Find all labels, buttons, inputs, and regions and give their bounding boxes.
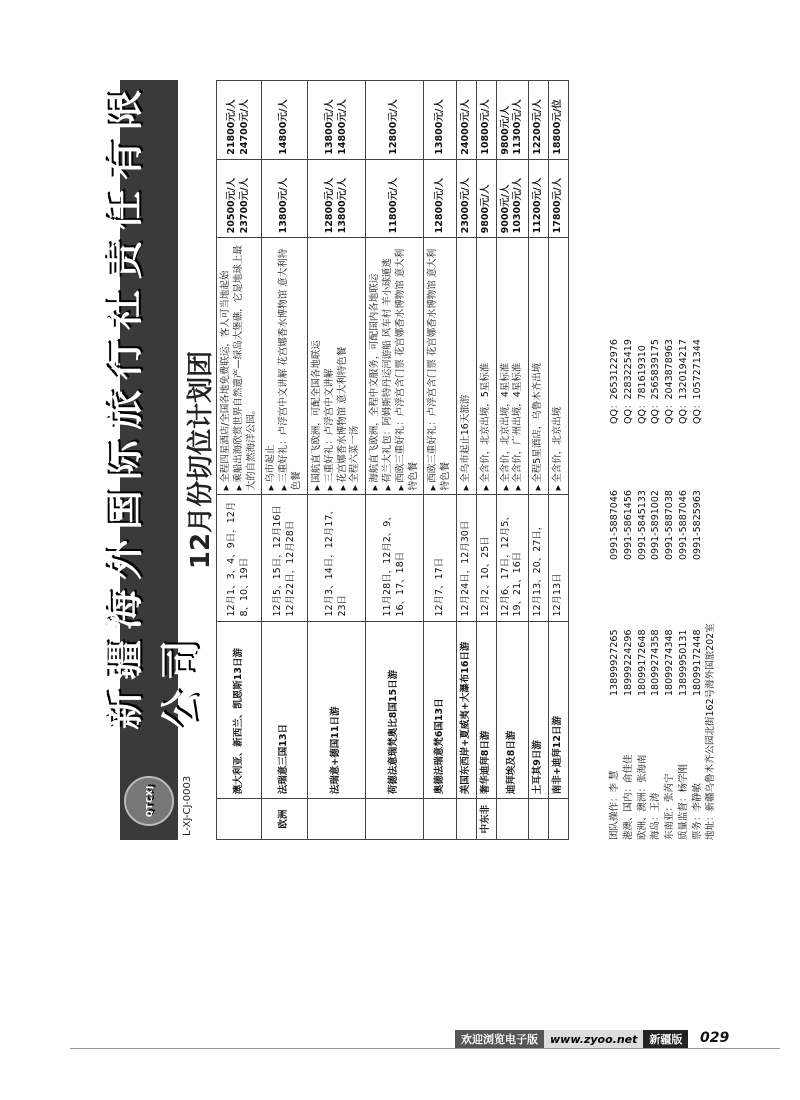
table-row bbox=[307, 81, 365, 840]
contact-row bbox=[636, 280, 650, 840]
tour-description bbox=[529, 238, 549, 495]
tour-description bbox=[307, 238, 365, 495]
route-name: 南非+迪拜12日游 bbox=[549, 621, 569, 799]
contact-mobile: 13899927265 bbox=[609, 629, 620, 696]
table-row bbox=[476, 81, 496, 840]
description-line: ▶ 全含价，北京出境 bbox=[552, 242, 565, 490]
price-adult: 11800元/人 bbox=[366, 159, 424, 238]
contact-dept: 票务：李静敏 bbox=[691, 782, 703, 840]
departure-dates: 12月1、3、4、9日，12月8、10、19日 bbox=[217, 495, 262, 621]
region-cell: 中东非 bbox=[476, 799, 496, 840]
contact-mobile: 18099172648 bbox=[636, 629, 648, 696]
contact-row bbox=[677, 280, 691, 840]
price-child: 12800元/人 bbox=[366, 81, 424, 160]
tour-table bbox=[216, 80, 569, 840]
region-cell: 欧洲 bbox=[262, 799, 307, 840]
departure-dates: 12月13、20、27日， bbox=[529, 495, 549, 621]
contact-qq: QQ：2283225419 bbox=[622, 339, 634, 424]
region-cell bbox=[424, 799, 457, 840]
table-row bbox=[549, 81, 569, 840]
price-adult: 9000元/人 10300元/人 bbox=[496, 159, 529, 238]
contact-qq: QQ：2565839175 bbox=[650, 339, 662, 424]
route-name: 荷德法意瑞梵奥比8国15日游 bbox=[366, 621, 424, 799]
contact-phone: 0991-5887038 bbox=[664, 490, 676, 560]
contact-phone: 0991-5887046 bbox=[609, 490, 620, 560]
company-name: 新疆海外国际旅行社责任有限公司 bbox=[101, 80, 204, 730]
price-child: 13800元/人 14800元/人 bbox=[307, 81, 365, 160]
contact-row bbox=[663, 280, 677, 840]
contact-dept: 东南亚：张芮宁 bbox=[664, 773, 676, 840]
contact-row bbox=[691, 280, 705, 840]
route-name: 美国东西岸+夏威夷+大瀑布16日游 bbox=[457, 621, 477, 799]
description-line: ▶ 荷兰大礼包：阿姆斯特丹运河游船 风车村 羊小球遁逃 bbox=[382, 242, 395, 490]
route-name: 法瑞意三国13日 bbox=[262, 621, 307, 799]
contact-mobile: 18099274358 bbox=[650, 629, 662, 696]
contact-qq: QQ：2043878963 bbox=[664, 339, 676, 424]
footer-tag: 新疆版 bbox=[643, 1030, 688, 1048]
table-row bbox=[529, 81, 549, 840]
route-name: 澳大利亚、新西兰、凯恩斯13日游 bbox=[217, 621, 262, 799]
contact-list bbox=[608, 280, 718, 840]
price-adult: 11200元/人 bbox=[529, 159, 549, 238]
description-line: ▶ 全乌市起止16天旅游 bbox=[460, 242, 473, 490]
route-name: 法瑞意+德国11日游 bbox=[307, 621, 365, 799]
price-child: 13800元/人 bbox=[424, 81, 457, 160]
description-line: ▶ 全程5星酒店，乌鲁木齐出境 bbox=[532, 242, 545, 490]
address: 地址：新疆乌鲁木齐公园北街162号海外国旅202室 bbox=[705, 623, 717, 840]
route-name: 奢华迪拜8日游 bbox=[476, 621, 496, 799]
tour-description bbox=[496, 238, 529, 495]
table-row bbox=[424, 81, 457, 840]
description-line: ▶ 三重好礼：卢浮宫中文讲解 bbox=[324, 242, 337, 490]
contact-row bbox=[649, 280, 663, 840]
departure-dates: 12月7、17日 bbox=[424, 495, 457, 621]
tour-description bbox=[549, 238, 569, 495]
region-cell bbox=[457, 799, 477, 840]
price-adult: 13800元/人 bbox=[262, 159, 307, 238]
footer-welcome: 欢迎浏览电子版 bbox=[455, 1030, 544, 1048]
contact-qq: QQ：1320194217 bbox=[677, 339, 689, 424]
region-cell bbox=[307, 799, 365, 840]
contact-phone: 0991-5861456 bbox=[622, 490, 634, 560]
region-cell bbox=[496, 799, 529, 840]
doc-code: L-XJ-CJ-0003 bbox=[182, 775, 193, 836]
contact-dept: 团队操作：李 慧 bbox=[609, 770, 620, 840]
contact-dept: 质量监督：杨学刚 bbox=[677, 763, 689, 840]
company-logo: QTCXJ bbox=[124, 776, 174, 826]
contact-phone: 0991-5887046 bbox=[677, 490, 689, 560]
contact-dept: 欧洲、澳洲：张海南 bbox=[636, 754, 648, 840]
region-cell bbox=[217, 799, 262, 840]
contact-mobile: 18099172448 bbox=[691, 629, 703, 696]
price-adult: 17800元/人 bbox=[549, 159, 569, 238]
description-line: ▶ 海航直飞欧洲，全程中文服务，可配国内各地联运 bbox=[369, 242, 382, 490]
rotated-page bbox=[101, 80, 720, 840]
route-name: 迪拜埃及8日游 bbox=[496, 621, 529, 799]
route-name: 奥德法瑞意梵6国13日 bbox=[424, 621, 457, 799]
table-row bbox=[366, 81, 424, 840]
description-line: ▶ 西欧三重好礼：卢浮宫含门票 花宫娜香水博物馆 意大利特色餐 bbox=[395, 242, 421, 490]
page-title: 12月份切位计划团 bbox=[186, 350, 216, 570]
table-row bbox=[217, 81, 262, 840]
description-line: ▶ 全含价，北京出境，4星标准 bbox=[500, 242, 513, 490]
contact-phone: 0991-5845133 bbox=[636, 490, 648, 560]
footer-url[interactable]: www.zyoo.net bbox=[544, 1030, 643, 1048]
departure-dates: 12月13日 bbox=[549, 495, 569, 621]
price-adult: 9800元/人 bbox=[476, 159, 496, 238]
departure-dates: 12月2、10、25日 bbox=[476, 495, 496, 621]
price-adult: 12800元/人 bbox=[424, 159, 457, 238]
price-adult: 20500元/人 23700元/人 bbox=[217, 159, 262, 238]
contact-qq: QQ：781619310 bbox=[636, 345, 648, 424]
description-line: ▶ 花宫娜香水博物馆 意大利特色餐 bbox=[337, 242, 350, 490]
tour-description bbox=[262, 238, 307, 495]
contact-mobile: 18099274348 bbox=[664, 629, 676, 696]
departure-dates: 12月5、15日，12月16日 12月22日，12月28日 bbox=[262, 495, 307, 621]
contact-qq: QQ：1057271344 bbox=[691, 339, 703, 424]
description-line: ▶ 三重好礼：卢浮宫中文讲解 花宫娜香水博物馆 意大利特色餐 bbox=[278, 242, 304, 490]
price-child: 21800元/人 24700元/人 bbox=[217, 81, 262, 160]
description-line: ▶ 全含价，广州出境，4星标准 bbox=[512, 242, 525, 490]
tour-description bbox=[457, 238, 477, 495]
route-name: 土耳其9日游 bbox=[529, 621, 549, 799]
table-row bbox=[262, 81, 307, 840]
price-child: 24000元/人 bbox=[457, 81, 477, 160]
description-line: ▶ 西欧三重好礼：卢浮宫含门票 花宫娜香水博物馆 意大利特色餐 bbox=[427, 242, 453, 490]
tour-description bbox=[424, 238, 457, 495]
contact-mobile: 18999224296 bbox=[622, 629, 634, 696]
contact-row bbox=[608, 280, 622, 840]
price-child: 14800元/人 bbox=[262, 81, 307, 160]
tour-description bbox=[217, 238, 262, 495]
tour-description bbox=[476, 238, 496, 495]
footer-line bbox=[70, 1048, 780, 1049]
price-child: 18800元/位 bbox=[549, 81, 569, 160]
description-line: ▶ 全程六菜一汤 bbox=[349, 242, 362, 490]
departure-dates: 12月24日，12月30日 bbox=[457, 495, 477, 621]
description-line: ▶ 全程四星酒店/全国各地免费联运，客人可当地起始 bbox=[220, 242, 233, 490]
table-row bbox=[496, 81, 529, 840]
contact-mobile: 13899950131 bbox=[677, 629, 689, 696]
price-child: 9800元/人 11300元/人 bbox=[496, 81, 529, 160]
contact-dept: 港澳、国内：俞佳佳 bbox=[622, 754, 634, 840]
description-line: ▶ 全含价，北京出境，5星标准 bbox=[480, 242, 493, 490]
description-line: ▶ 乌市起止 bbox=[265, 242, 278, 490]
contact-phone: 0991-5825963 bbox=[691, 490, 703, 560]
price-adult: 23000元/人 bbox=[457, 159, 477, 238]
footer-bar bbox=[455, 1030, 795, 1048]
table-row bbox=[457, 81, 477, 840]
departure-dates: 12月6、17日，12月5、19、21、16日 bbox=[496, 495, 529, 621]
description-line: ▶ 国航直飞欧洲，可配全国各地联运 bbox=[311, 242, 324, 490]
contact-phone: 0991-5891002 bbox=[650, 490, 662, 560]
price-adult: 12800元/人 13800元/人 bbox=[307, 159, 365, 238]
price-child: 12200元/人 bbox=[529, 81, 549, 160]
contact-dept: 海岛：王涛 bbox=[650, 792, 662, 840]
contact-qq: QQ：2653122976 bbox=[609, 339, 620, 424]
price-child: 10800元/人 bbox=[476, 81, 496, 160]
region-cell bbox=[529, 799, 549, 840]
page-number: 029 bbox=[700, 1030, 730, 1046]
region-cell bbox=[549, 799, 569, 840]
contact-row bbox=[622, 280, 636, 840]
region-cell bbox=[366, 799, 424, 840]
departure-dates: 11月28日，12月2、9、16、17、18日 bbox=[366, 495, 424, 621]
description-line: ▶ 乘船出海欣赏世界自然遗产—绿岛大堡礁，它是地球上最大的自然海洋公园。 bbox=[233, 242, 259, 490]
tour-description bbox=[366, 238, 424, 495]
departure-dates: 12月3、14日，12月17、23日 bbox=[307, 495, 365, 621]
